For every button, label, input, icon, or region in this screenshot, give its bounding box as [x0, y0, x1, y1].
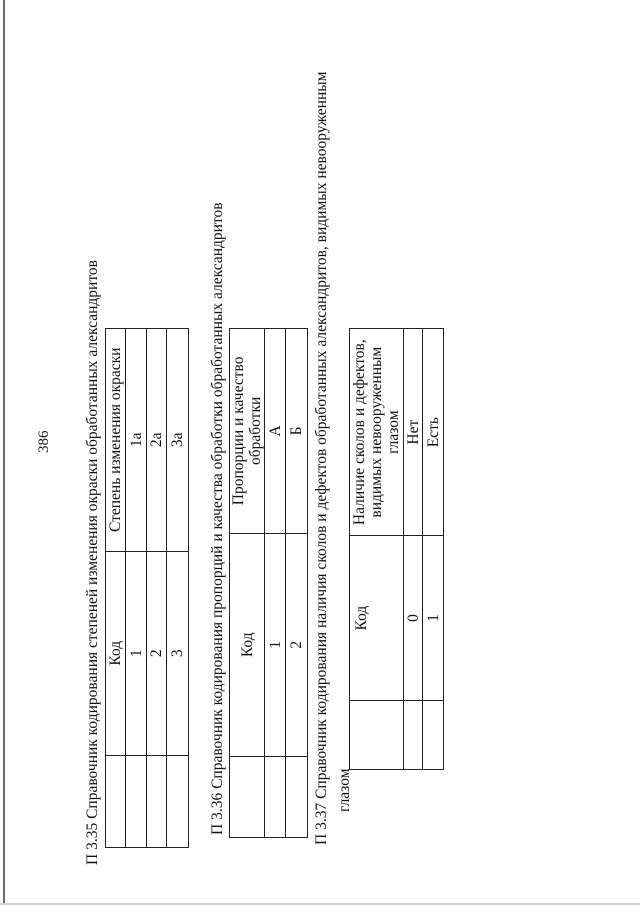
column-header-color-change: Степень изменения окраски [106, 329, 126, 552]
table-row [126, 329, 147, 848]
column-header-code: Код [230, 533, 265, 756]
empty-cell [147, 755, 167, 847]
empty-cell [167, 755, 189, 847]
table-3-35 [105, 328, 189, 848]
empty-cell [126, 755, 147, 847]
code-cell: 2 [147, 551, 167, 755]
table-header-row [350, 329, 404, 770]
table-row [404, 329, 423, 770]
table-row [147, 329, 167, 848]
value-cell: 3а [167, 329, 189, 552]
table-header-row [106, 329, 126, 848]
code-cell: 1 [265, 533, 286, 756]
table-row [167, 329, 189, 848]
table-caption-3-37-line2: глазом [336, 768, 353, 812]
empty-header-cell [106, 755, 126, 847]
value-cell: А [265, 329, 286, 534]
empty-header-cell [230, 756, 265, 837]
table-3-36 [229, 328, 308, 838]
table-caption-3-36: П 3.36 Справочник кодирования пропорций и качества обработки обработанных александритов [209, 202, 226, 835]
table-row [265, 329, 286, 838]
table-row [286, 329, 308, 838]
table-header-row [230, 329, 265, 838]
empty-cell [286, 756, 308, 837]
table-row [423, 329, 444, 770]
empty-cell [265, 756, 286, 837]
table-caption-3-35: П 3.35 Справочник кодирования степеней изменения окраски обработанных александритов [84, 260, 101, 865]
column-header-code: Код [350, 536, 404, 700]
code-cell: 3 [167, 551, 189, 755]
value-cell: Нет [404, 329, 423, 536]
page-number: 386 [36, 430, 52, 453]
column-header-defects: Наличие сколов и дефектов, видимых невооруженным глазом [350, 329, 404, 536]
code-cell: 1 [423, 536, 444, 700]
table-caption-3-37-line1: П 3.37 Справочник кодирования наличия сколов и дефектов обработанных александритов, видимых невооруженным [313, 71, 330, 845]
value-cell: 2а [147, 329, 167, 552]
value-cell: 1а [126, 329, 147, 552]
column-header-proportions: Пропорции и качество обработки [230, 329, 265, 534]
value-cell: Б [286, 329, 308, 534]
column-header-code: Код [106, 551, 126, 755]
empty-cell [423, 700, 444, 769]
code-cell: 2 [286, 533, 308, 756]
table-3-37 [349, 328, 444, 770]
value-cell: Есть [423, 329, 444, 536]
code-cell: 0 [404, 536, 423, 700]
code-cell: 1 [126, 551, 147, 755]
empty-header-cell [350, 700, 404, 769]
empty-cell [404, 700, 423, 769]
